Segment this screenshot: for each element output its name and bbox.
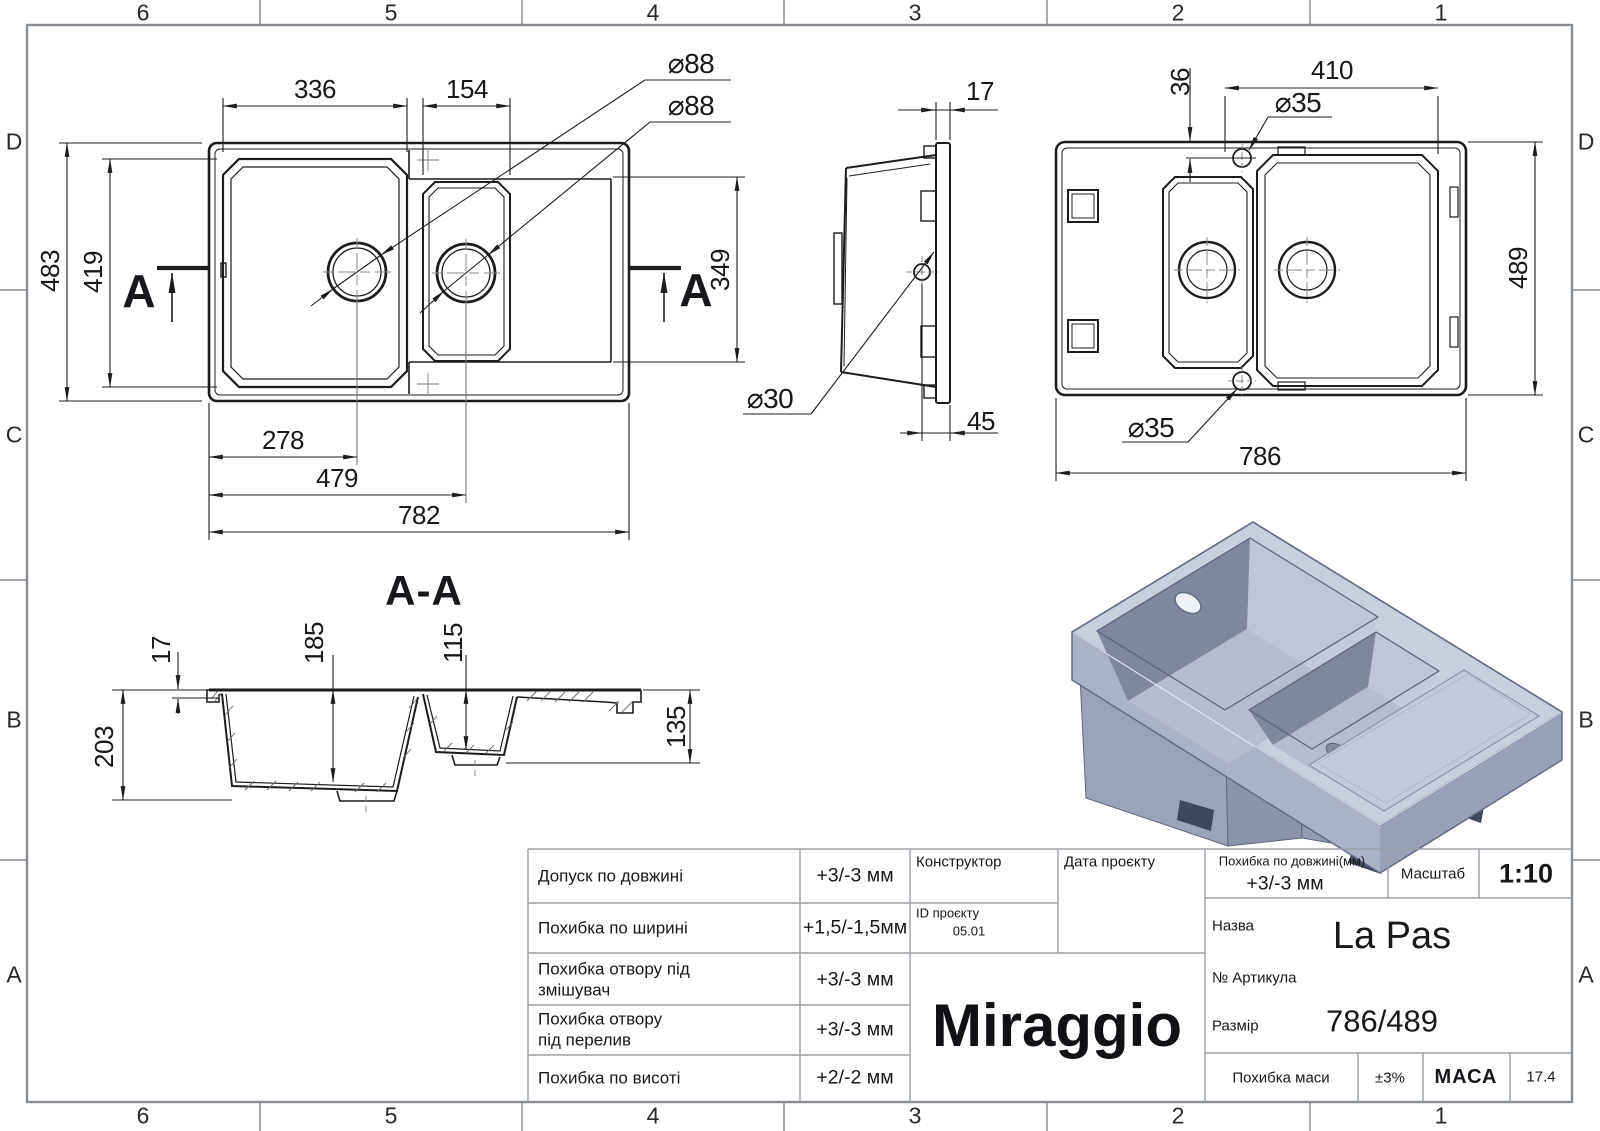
dim-d88-2: ⌀88 (667, 90, 715, 121)
dim-d88-1: ⌀88 (667, 48, 715, 79)
zone-row-left-a: A (6, 961, 22, 988)
dim-d30: ⌀30 (746, 383, 794, 414)
tol-row-3-label2: змішувач (538, 980, 611, 1000)
length-tol-value: +3/-3 мм (1246, 872, 1324, 895)
tol-row-3-label: Похибка отвору під (538, 959, 690, 979)
zone-col-top-6: 6 (136, 0, 150, 26)
zone-row-right-b: B (1578, 706, 1594, 733)
tol-row-4-label: Похибка отвору (538, 1009, 663, 1029)
zone-col-bottom-4: 4 (646, 1102, 660, 1129)
section-dimensions (112, 652, 700, 800)
length-tol-label: Похибка по довжині(мм) (1218, 853, 1366, 869)
mass-tol-value: ±3% (1375, 1069, 1405, 1087)
dim-185: 185 (299, 622, 329, 664)
tol-row-5-value: +2/-2 мм (816, 1066, 894, 1089)
zone-col-bottom-5: 5 (384, 1102, 398, 1129)
section-title: A-A (385, 567, 463, 614)
project-id-label: ID проєкту (916, 905, 980, 921)
dim-d35-bottom: ⌀35 (1127, 412, 1175, 443)
dim-410: 410 (1311, 55, 1353, 85)
dim-336: 336 (294, 74, 336, 104)
iso-3d-view (1072, 522, 1562, 874)
zone-row-right-d: D (1577, 128, 1595, 155)
tol-row-1-value: +3/-3 мм (816, 864, 894, 887)
zone-col-bottom-1: 1 (1434, 1102, 1448, 1129)
dim-154: 154 (446, 74, 488, 104)
zone-col-top-2: 2 (1171, 0, 1185, 26)
dim-17-side: 17 (966, 76, 994, 106)
project-date-label: Дата проєкту (1064, 853, 1156, 871)
tol-row-2-value: +1,5/-1,5мм (802, 916, 908, 939)
dim-479: 479 (316, 463, 358, 493)
hatching (211, 691, 632, 792)
zone-col-bottom-3: 3 (908, 1102, 922, 1129)
mass-label: МАСА (1434, 1066, 1498, 1088)
dim-45: 45 (967, 406, 995, 436)
scale-label: Масштаб (1400, 865, 1466, 883)
tol-row-4-label2: під перелив (538, 1030, 632, 1050)
zone-col-bottom-2: 2 (1171, 1102, 1185, 1129)
dim-115: 115 (438, 623, 468, 663)
section-letter-right: A (679, 264, 713, 316)
plan-view (59, 80, 745, 540)
mass-tol-label: Похибка маси (1232, 1069, 1330, 1087)
dim-278: 278 (262, 425, 304, 455)
mass-value: 17.4 (1526, 1068, 1556, 1086)
constructor-label: Конструктор (916, 853, 1002, 871)
brand-logo: Miraggio (932, 992, 1182, 1059)
zone-col-top-1: 1 (1434, 0, 1448, 26)
tol-row-5-label: Похибка по висоті (538, 1068, 681, 1088)
article-label: № Артикула (1212, 969, 1297, 987)
name-label: Назва (1212, 917, 1255, 935)
section-cut-marker (157, 268, 681, 322)
zone-row-right-a: A (1578, 961, 1594, 988)
zone-row-left-d: D (5, 128, 23, 155)
zone-row-right-c: C (1577, 421, 1595, 448)
size-value: 786/489 (1325, 1003, 1439, 1039)
dim-17-section: 17 (146, 636, 176, 664)
dim-786: 786 (1239, 441, 1281, 471)
zone-col-bottom-6: 6 (136, 1102, 150, 1129)
dim-349: 349 (705, 249, 735, 291)
dim-203: 203 (89, 726, 119, 768)
tol-row-3-value: +3/-3 мм (816, 968, 894, 991)
tol-row-1-label: Допуск по довжині (538, 866, 683, 886)
dim-419: 419 (78, 251, 108, 293)
section-view (112, 652, 700, 814)
dim-36: 36 (1165, 68, 1195, 96)
zone-col-top-3: 3 (908, 0, 922, 26)
dim-d35-top: ⌀35 (1274, 87, 1322, 118)
project-id-value: 05.01 (952, 923, 986, 939)
dim-483: 483 (35, 250, 65, 292)
zone-row-left-b: B (6, 706, 22, 733)
zone-col-top-5: 5 (384, 0, 398, 26)
tol-row-2-label: Похибка по ширині (538, 918, 688, 938)
dim-782: 782 (398, 500, 440, 530)
zone-row-left-c: C (5, 421, 23, 448)
size-label: Размір (1212, 1017, 1259, 1035)
zone-col-top-4: 4 (646, 0, 660, 26)
dim-489: 489 (1503, 247, 1533, 289)
tol-row-4-value: +3/-3 мм (816, 1018, 894, 1041)
dim-135: 135 (661, 706, 691, 748)
section-letter-left: A (122, 265, 156, 317)
scale-value: 1:10 (1498, 858, 1554, 889)
name-value: La Pas (1332, 915, 1452, 957)
